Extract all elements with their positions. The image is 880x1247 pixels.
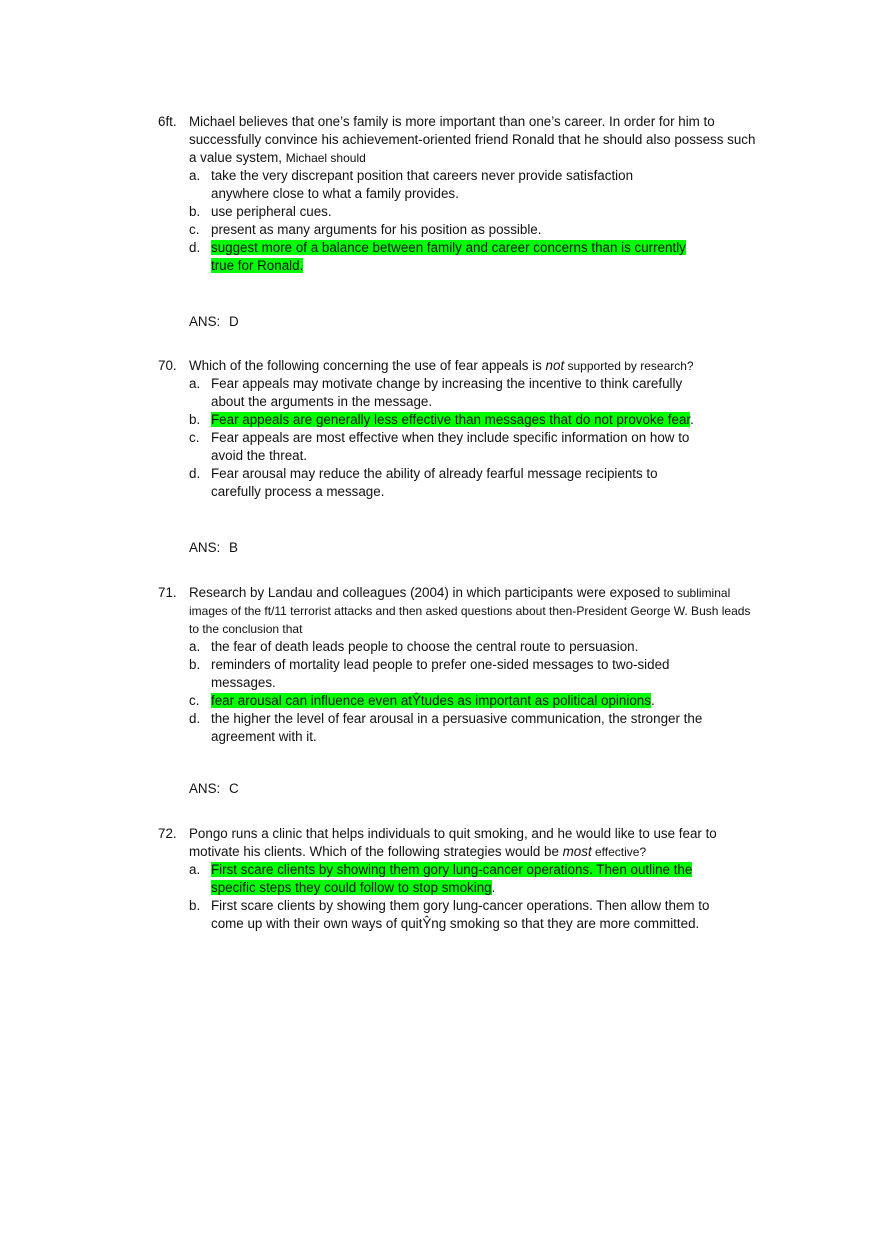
option-b [158,203,650,221]
answer-value: B [229,540,238,555]
answer-label: ANS: [189,540,221,555]
question-number: 70. [158,358,177,373]
stem-text-small: effective? [591,845,647,859]
option-tail: . [491,880,496,895]
option-letter: c. [189,693,200,708]
option-letter: c. [189,430,200,445]
option-text: Fear appeals are most effective when they include specific information on how to avoid the threat. [211,430,690,463]
option-letter: d. [189,466,201,481]
question-stem [158,825,758,861]
option-a [158,167,650,203]
option-b [158,656,691,692]
stem-text: Pongo runs a clinic that helps individuals to quit smoking, and he would like to use fear to motivate his clients. Which of the following strategies would be [189,826,717,859]
option-letter: b. [189,204,201,219]
option-text-highlighted: First scare clients by showing them gory lung-cancer operations. Then outline the specific steps they could follow to stop smoking [211,862,693,895]
option-text: reminders of mortality lead people to prefer one-sided messages to two-sided messages. [211,657,670,690]
option-d [158,465,681,501]
question-number: 72. [158,826,177,841]
option-text: present as many arguments for his position as possible. [211,222,542,237]
option-letter: b. [189,657,201,672]
question-stem [158,584,758,638]
option-text: use peripheral cues. [211,204,332,219]
option-text-highlighted: Fear appeals are generally less effective than messages that do not provoke fear [211,412,691,427]
question-70 [158,357,758,501]
option-letter: d. [189,240,201,255]
stem-text-small: Michael should [285,151,366,165]
options-list [158,861,718,933]
stem-text: Research by Landau and colleagues (2004) in which participants were exposed [189,585,661,600]
option-letter: b. [189,898,201,913]
option-text: Fear arousal may reduce the ability of already fearful message recipients to carefully process a message. [211,466,658,499]
option-letter: c. [189,222,200,237]
question-72 [158,825,758,933]
option-d [158,239,703,275]
question-stem [158,113,758,167]
option-a [158,638,718,656]
option-a [158,861,711,897]
answer-label: ANS: [189,314,221,329]
option-b [158,411,718,429]
option-letter: b. [189,412,201,427]
option-text: the higher the level of fear arousal in a persuasive communication, the stronger the agreement with it. [211,711,703,744]
stem-text: Which of the following concerning the use of fear appeals is [189,358,546,373]
question-69 [158,113,758,275]
option-text: First scare clients by showing them gory lung-cancer operations. Then allow them to come up with their own ways of quitŶng smoking so that they are more committed. [211,898,710,931]
stem-emphasis: most [562,844,592,859]
stem-text-small: to subliminal images of the ft/11 terrorist attacks and then asked questions about then-President George W. Bush leads to the conclusion that [189,586,751,636]
option-text-highlighted: suggest more of a balance between family and career concerns than is currently true for Ronald. [211,240,686,273]
options-list [158,638,718,746]
option-letter: a. [189,168,201,183]
option-text: take the very discrepant position that careers never provide satisfaction anywhere close to what a family provides. [211,168,634,201]
option-text: Fear appeals may motivate change by increasing the incentive to think carefully about the arguments in the message. [211,376,683,409]
options-list [158,375,718,501]
option-text: the fear of death leads people to choose the central route to persuasion. [211,639,639,654]
answer-value: D [229,314,239,329]
answer-value: C [229,781,239,796]
question-number: 6ft. [158,114,177,129]
answer-line [189,540,238,555]
option-tail: . [650,693,655,708]
option-letter: a. [189,376,201,391]
answer-line [189,781,239,796]
option-c [158,221,650,239]
option-tail: . [690,412,694,427]
stem-text: Michael believes that one’s family is more important than one’s career. In order for him to successfully convince his achievement-oriented friend Ronald that he should also possess such a value system, [189,114,756,165]
option-c [158,692,718,710]
option-d [158,710,703,746]
option-letter: a. [189,862,201,877]
option-letter: a. [189,639,201,654]
answer-line [189,314,239,329]
stem-text-small: supported by research? [564,359,694,373]
question-71 [158,584,758,746]
option-letter: d. [189,711,201,726]
question-stem [158,357,758,375]
option-text-highlighted: fear arousal can influence even atŶtudes as important as political opinions [211,693,651,708]
stem-emphasis: not [545,358,565,373]
option-a [158,375,711,411]
option-c [158,429,711,465]
answer-label: ANS: [189,781,221,796]
options-list [158,167,686,275]
option-b [158,897,711,933]
question-number: 71. [158,585,177,600]
